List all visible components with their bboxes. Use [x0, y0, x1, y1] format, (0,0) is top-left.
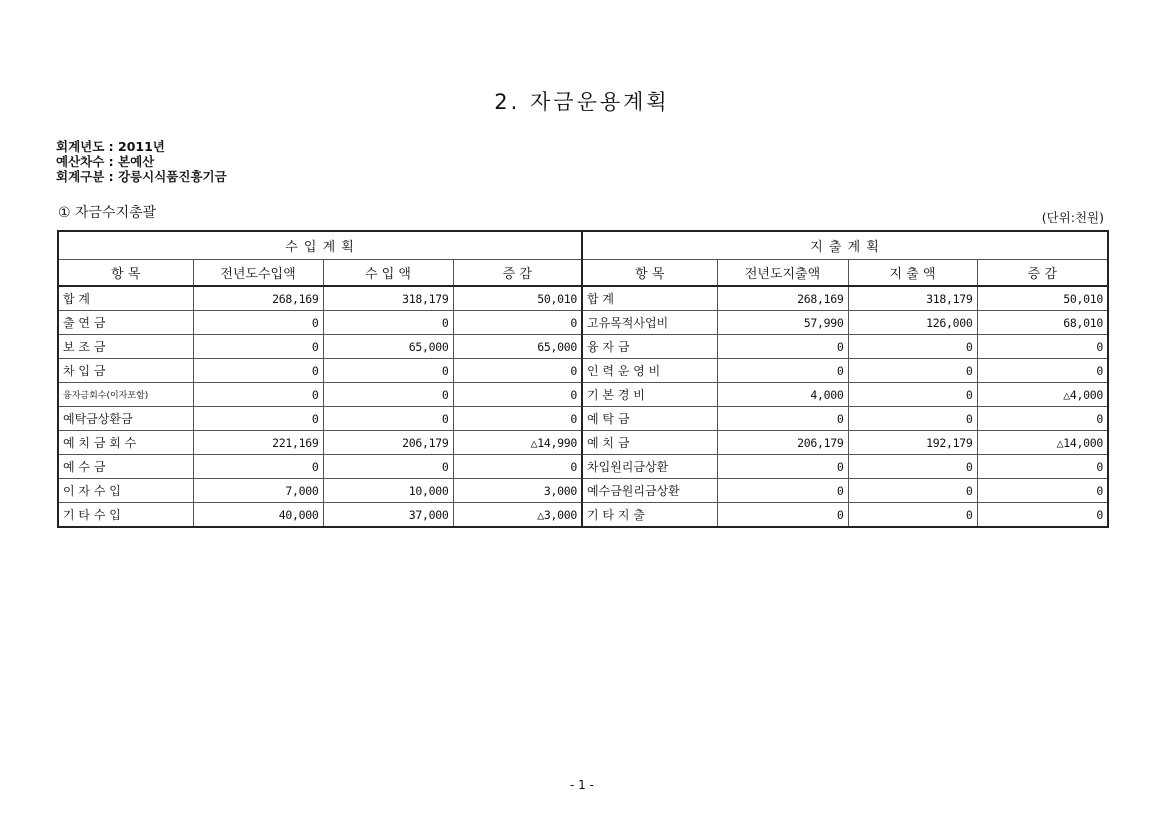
table-row — [58, 431, 1108, 455]
income-change-cell: 0 — [453, 455, 582, 479]
income-change-cell: △14,990 — [453, 431, 582, 455]
table-row — [58, 311, 1108, 335]
expense-cell: 126,000 — [848, 311, 977, 335]
section-title: ① 자금수지총괄 — [58, 205, 157, 221]
expense-cell: 0 — [848, 455, 977, 479]
income-change-cell: 0 — [453, 407, 582, 431]
income-group-header: 수 입 계 획 — [58, 231, 582, 260]
expense-item-cell: 예수금원리금상환 — [582, 479, 717, 503]
income-change-cell: △3,000 — [453, 503, 582, 528]
prev-expense-cell: 0 — [717, 407, 848, 431]
prev-income-cell: 221,169 — [193, 431, 323, 455]
expense-change-cell: 0 — [977, 359, 1108, 383]
expense-item-cell: 융 자 금 — [582, 335, 717, 359]
expense-item-cell: 기 타 지 출 — [582, 503, 717, 528]
income-item-cell: 이 자 수 입 — [58, 479, 193, 503]
income-change-cell: 3,000 — [453, 479, 582, 503]
prev-expense-cell: 0 — [717, 455, 848, 479]
income-cell: 0 — [323, 311, 453, 335]
table-body — [58, 286, 1108, 527]
prev-income-cell: 40,000 — [193, 503, 323, 528]
income-change-cell: 0 — [453, 311, 582, 335]
expense-cell: 0 — [848, 383, 977, 407]
income-cell: 10,000 — [323, 479, 453, 503]
income-item-cell: 보 조 금 — [58, 335, 193, 359]
col-income: 수 입 액 — [323, 260, 453, 287]
col-expense-item: 항 목 — [582, 260, 717, 287]
income-cell: 318,179 — [323, 286, 453, 311]
expense-change-cell: △14,000 — [977, 431, 1108, 455]
prev-expense-cell: 4,000 — [717, 383, 848, 407]
expense-cell: 0 — [848, 479, 977, 503]
income-item-cell: 기 타 수 입 — [58, 503, 193, 528]
col-income-change: 증 감 — [453, 260, 582, 287]
expense-item-cell: 예 치 금 — [582, 431, 717, 455]
income-item-cell: 예탁금상환금 — [58, 407, 193, 431]
income-cell: 0 — [323, 455, 453, 479]
col-income-item: 항 목 — [58, 260, 193, 287]
meta-budget: 예산차수 : 본예산 — [56, 154, 155, 169]
expense-cell: 318,179 — [848, 286, 977, 311]
prev-expense-cell: 0 — [717, 335, 848, 359]
expense-change-cell: 50,010 — [977, 286, 1108, 311]
expense-item-cell: 기 본 경 비 — [582, 383, 717, 407]
income-change-cell: 0 — [453, 359, 582, 383]
income-item-cell: 차 입 금 — [58, 359, 193, 383]
fund-summary-table — [57, 230, 1109, 528]
income-change-cell: 50,010 — [453, 286, 582, 311]
expense-item-cell: 인 력 운 영 비 — [582, 359, 717, 383]
expense-cell: 192,179 — [848, 431, 977, 455]
col-prev-expense: 전년도지출액 — [717, 260, 848, 287]
prev-expense-cell: 268,169 — [717, 286, 848, 311]
page-title: 2. 자금운용계획 — [494, 90, 670, 114]
income-cell: 0 — [323, 407, 453, 431]
expense-change-cell: 68,010 — [977, 311, 1108, 335]
income-cell: 206,179 — [323, 431, 453, 455]
prev-expense-cell: 0 — [717, 479, 848, 503]
income-cell: 37,000 — [323, 503, 453, 528]
income-cell: 0 — [323, 383, 453, 407]
expense-change-cell: 0 — [977, 503, 1108, 528]
prev-income-cell: 0 — [193, 407, 323, 431]
expense-cell: 0 — [848, 503, 977, 528]
prev-expense-cell: 0 — [717, 503, 848, 528]
prev-income-cell: 0 — [193, 359, 323, 383]
col-expense: 지 출 액 — [848, 260, 977, 287]
prev-income-cell: 0 — [193, 455, 323, 479]
expense-item-cell: 합 계 — [582, 286, 717, 311]
prev-expense-cell: 206,179 — [717, 431, 848, 455]
col-prev-income: 전년도수입액 — [193, 260, 323, 287]
income-cell: 0 — [323, 359, 453, 383]
expense-cell: 0 — [848, 335, 977, 359]
col-expense-change: 증 감 — [977, 260, 1108, 287]
prev-income-cell: 0 — [193, 311, 323, 335]
income-item-cell: 예 치 금 회 수 — [58, 431, 193, 455]
meta-account: 회계구분 : 강릉시식품진흥기금 — [56, 169, 227, 184]
table-row — [58, 383, 1108, 407]
table-row — [58, 503, 1108, 528]
prev-expense-cell: 0 — [717, 359, 848, 383]
prev-income-cell: 0 — [193, 335, 323, 359]
prev-income-cell: 268,169 — [193, 286, 323, 311]
income-item-cell: 융자금회수(이자포함) — [58, 383, 193, 407]
expense-item-cell: 고유목적사업비 — [582, 311, 717, 335]
unit-label: (단위:천원) — [1041, 210, 1104, 225]
table-row — [58, 455, 1108, 479]
meta-block — [56, 139, 227, 184]
table-row — [58, 479, 1108, 503]
expense-item-cell: 차입원리금상환 — [582, 455, 717, 479]
income-change-cell: 0 — [453, 383, 582, 407]
expense-group-header: 지 출 계 획 — [582, 231, 1108, 260]
table-row — [58, 407, 1108, 431]
expense-change-cell: 0 — [977, 335, 1108, 359]
page-number: - 1 - — [570, 778, 594, 792]
income-change-cell: 65,000 — [453, 335, 582, 359]
expense-change-cell: △4,000 — [977, 383, 1108, 407]
prev-income-cell: 7,000 — [193, 479, 323, 503]
table-row — [58, 286, 1108, 311]
prev-expense-cell: 57,990 — [717, 311, 848, 335]
income-item-cell: 합 계 — [58, 286, 193, 311]
expense-cell: 0 — [848, 359, 977, 383]
expense-item-cell: 예 탁 금 — [582, 407, 717, 431]
table-row — [58, 359, 1108, 383]
expense-cell: 0 — [848, 407, 977, 431]
expense-change-cell: 0 — [977, 455, 1108, 479]
income-item-cell: 예 수 금 — [58, 455, 193, 479]
prev-income-cell: 0 — [193, 383, 323, 407]
income-cell: 65,000 — [323, 335, 453, 359]
expense-change-cell: 0 — [977, 479, 1108, 503]
meta-year: 회계년도 : 2011년 — [56, 139, 165, 154]
table-row — [58, 335, 1108, 359]
income-item-cell: 출 연 금 — [58, 311, 193, 335]
expense-change-cell: 0 — [977, 407, 1108, 431]
